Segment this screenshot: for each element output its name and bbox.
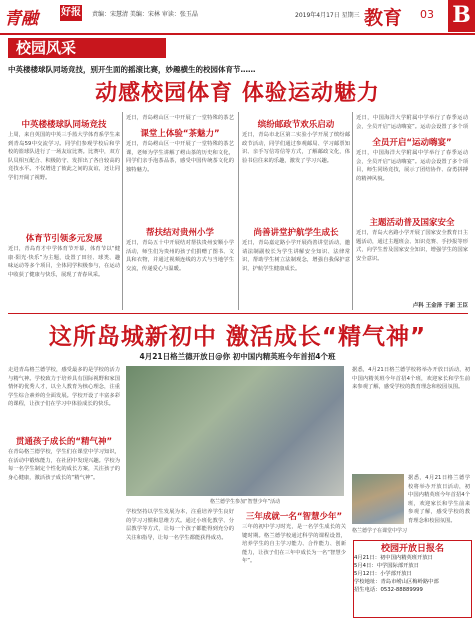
- page-header: [0, 0, 475, 38]
- subhead-a: 中英楼楼球队同场竞技: [21, 120, 107, 130]
- kicker-1: 中英楼楼球队同场竞技，别开生面的摇滚比赛，妙趣横生的校园体育节……: [8, 65, 256, 74]
- column-divider: [238, 112, 239, 310]
- feature-article-e-cont: 据悉，4月21日格兰德学校将举办开放日活动，初中国内精英班今年首招4个班，欢迎家长和学生前来参观了解，感受学校的教育理念和校园氛围。: [408, 475, 470, 524]
- feature-article-b: 在青岛格兰德学校，学生们在课堂中学习知识，在活动中锻炼能力，在社团中发现兴趣。学校为每一名学生制定个性化的成长方案，关注孩子的身心健康，激活孩子成长的“精气神”。: [8, 449, 120, 481]
- feature-subhead-b: 三年成就一名“智慧少年”: [245, 512, 343, 522]
- article-g: 近日，中国海洋大学附属中学举行了春季运动会，全员开启“运动嗨宴”。运动会设置了多个项目，师生同场竞技，展示了团结协作、奋勇拼搏的精神风貌。: [356, 150, 468, 182]
- article-c: 近日，青岛崂山区一中开展了一堂特殊的茶艺课，老师为学生讲解了崂山茶的历史和文化，同学们亲手泡茶品茶，感受中国传统茶文化的独特魅力。: [126, 141, 234, 173]
- subhead-g: 全员开启“运动嗨宴”: [372, 138, 452, 148]
- photo-activity: [126, 366, 344, 496]
- subhead-h: 主题活动普及国家安全: [369, 218, 455, 228]
- article-f: 近日，青岛嘉定路小学开展尚善讲堂活动，邀请法制副校长为学生讲解安全知识、法律常识，帮助学生树立法制观念，增强自我保护意识，护航学生健康成长。: [242, 240, 350, 272]
- ad-line-5: 招生电话：0532-88889999: [354, 587, 423, 593]
- article-g-lead: 近日，中国海洋大学附属中学举行了春季运动会，全员开启“运动嗨宴”。运动会设置了多个项: [356, 115, 468, 130]
- headline-1: 动感校园体育 体验运动魅力: [95, 81, 380, 106]
- issue-date: 2019年4月17日 星期三: [295, 12, 360, 19]
- editors-line: 责编：宋慧清 美编：宋林 审读：张玉晶: [92, 11, 198, 18]
- kicker-2: 4月21日格兰德开放日@你 初中国内精英班今年首招4个班: [139, 352, 336, 361]
- feature-article-c: 学校坚持以学生发展为本，注重培养学生良好的学习习惯和思维方式。通过小班化教学、分层教学等方式，让每一个孩子都能得到充分的关注和指导，让每一名学生都能获得成功。: [126, 509, 234, 541]
- open-day-ad: [353, 540, 472, 618]
- ad-line-2: 5月4日：中学国际部开放日: [354, 563, 420, 569]
- article-c-lead: 近日，青岛崂山区一中开展了一堂特殊的茶艺: [126, 115, 234, 121]
- section-name: 教育: [364, 7, 403, 29]
- column-divider: [352, 112, 353, 310]
- article-h: 近日，青岛大名路小学开展了国家安全教育日主题活动，通过主题班会、知识竞赛、手抄报等形式，向学生普及国家安全知识，增强学生的国家安全意识。: [356, 230, 468, 262]
- photo-caption-a: 格兰德学生参加“智慧少年”活动: [210, 499, 281, 505]
- article-a: 上周，来自英国的中英三手篮大学体育系学生来到青岛59中交流学习。同学们参观学校后和学校的篮球队进行了一场友谊比赛。比赛中，双方队员相互配合、积极防守、发挥出了各自较高的竞技水平。不仅增进了彼此之间的友谊，还让同学们开阔了视野。: [8, 132, 120, 181]
- subhead-d: 帮扶结对贵州小学: [145, 228, 214, 238]
- ad-line-4: 学校地址：青岛市崂山区梅岭路中部: [354, 579, 439, 585]
- ad-line-1: 4月21日：初中国内精英班开放日: [354, 555, 433, 561]
- header-rule: [0, 33, 475, 35]
- logo-badge: 好报: [60, 5, 82, 21]
- headline-2: 这所岛城新初中 激活成长“精气神”: [48, 324, 427, 350]
- column-divider: [122, 112, 123, 310]
- article-e: 近日，青岛市北区第二实验小学开展了缤纷邮政节活动，同学们通过参观邮局、学习邮票知识、亲手写信寄信等方式，了解邮政文化，体验书信往来的乐趣，激发了学习兴趣。: [242, 132, 350, 164]
- subhead-f: 尚善讲堂护航学生成长: [253, 228, 339, 238]
- feature-article-e: 据悉，4月21日格兰德学校将举办开放日活动，初中国内精英班今年首招4个班，欢迎家长和学生前来参观了解，感受学校的教育理念和校园氛围。: [352, 367, 470, 391]
- subhead-e: 缤纷邮政节欢乐启动: [257, 120, 335, 130]
- byline: 卢科 王金泽 于新 王臣: [412, 303, 468, 309]
- photo-classroom: [352, 474, 404, 524]
- feature-subhead-a: 贯通孩子成长的“精气神”: [15, 437, 113, 447]
- edition-badge: B: [448, 0, 475, 32]
- page-number: 03: [420, 8, 434, 21]
- subhead-b: 体育节引领多元发展: [25, 234, 103, 244]
- feature-article-a: 走进青岛格兰德学校，感受最多的是学校的活力与精气神。学校致力于培养具有国际视野和家国情怀的优秀人才，以全人教育为核心理念，注重学生综合素养的全面发展。学校开设了丰富多彩的课程，让孩子们在学习中体验成长的快乐。: [8, 367, 120, 408]
- article-b: 近日，青岛育才中学体育节开幕，体育节以“健康·阳光·快乐”为主题，设置了田径、球类、趣味运动等多个项目，全体同学积极参与，在运动中收获了健康与快乐，展现了青春风采。: [8, 246, 120, 278]
- feature-article-d: 三年的初中学习时光，是一名学生成长的关键时期。格兰德学校通过科学的课程设置，培养学生的自主学习能力、合作能力、创新能力，让孩子们在三年中成长为一名“智慧少年”。: [242, 524, 346, 565]
- article-d: 近日，青岛五十中开展结对帮扶贵州安顺小学活动，师生们为贵州的孩子们捐赠了图书、文具和衣物，并通过视频连线的方式与当地学生交流，传递爱心与温暖。: [126, 240, 234, 272]
- subhead-c: 课堂上体验“茶魅力”: [140, 129, 220, 139]
- ad-title: 校园开放日报名: [380, 544, 444, 554]
- ad-line-3: 5月12日：小学部开放日: [354, 571, 412, 577]
- section-divider: [8, 313, 468, 314]
- photo-caption-b: 格兰德学子在课堂中学习: [352, 528, 408, 534]
- newspaper-logo: 青融: [4, 9, 38, 29]
- column-title: 校园风采: [8, 38, 166, 58]
